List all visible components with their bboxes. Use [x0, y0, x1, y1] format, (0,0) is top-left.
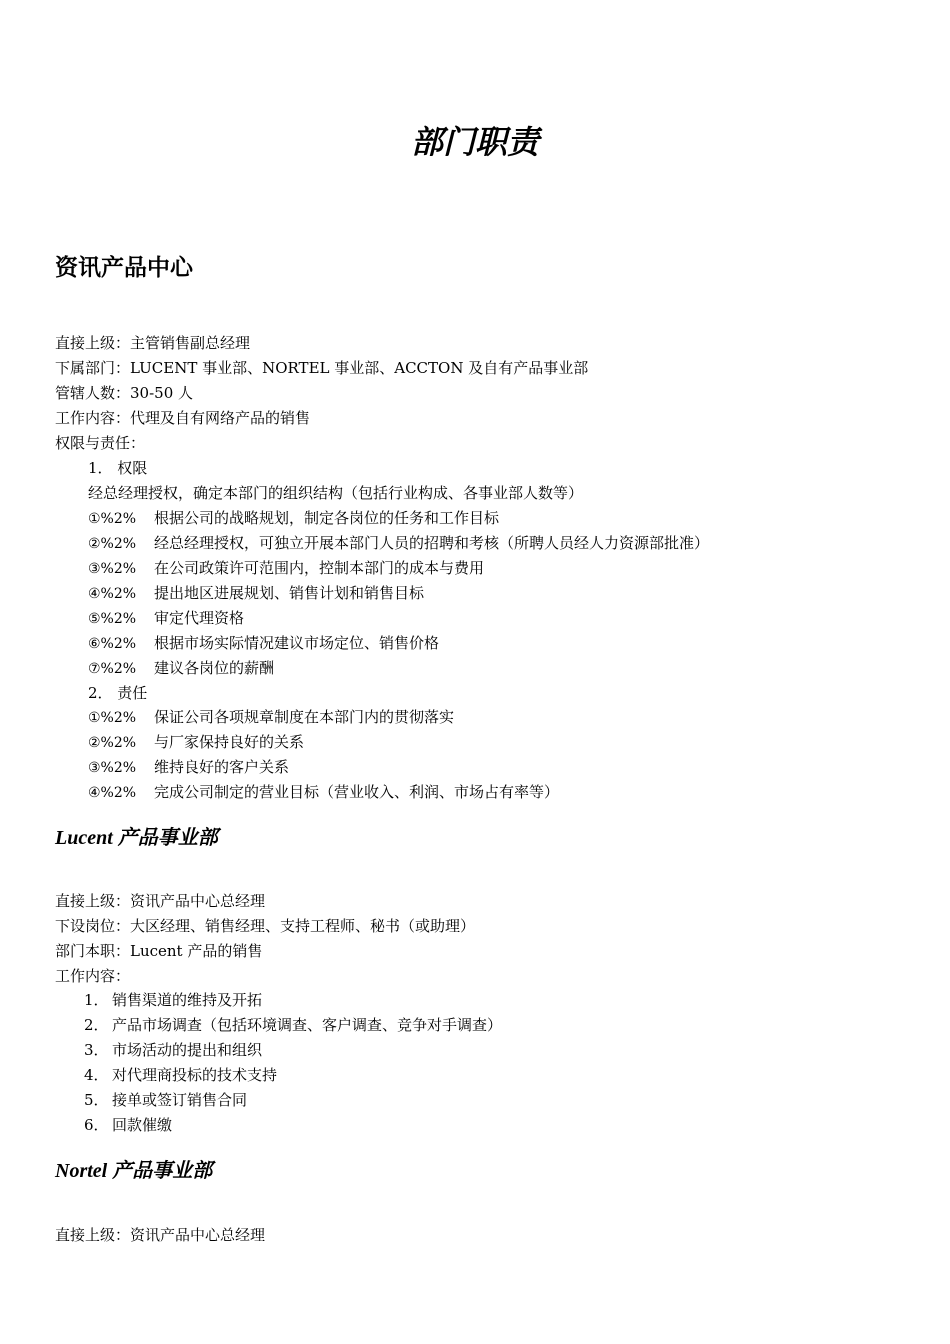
- list-item: [88, 657, 274, 680]
- lucent-work-label: 工作内容：: [55, 967, 131, 985]
- lucent-duty: 部门本职：Lucent 产品的销售: [55, 942, 263, 960]
- list-item: [88, 632, 439, 655]
- list-item: [88, 582, 424, 605]
- list-item: [84, 989, 262, 1011]
- list-text: 接单或签订销售合同: [112, 1091, 248, 1109]
- list-number: 3．: [84, 1041, 109, 1059]
- list-marker: ③%2%: [88, 561, 137, 577]
- list-marker: ③%2%: [88, 760, 137, 776]
- list-item: [84, 1114, 172, 1136]
- list-text: 市场活动的提出和组织: [112, 1041, 263, 1059]
- list-text: 与厂家保持良好的关系: [154, 733, 305, 751]
- list-item: [88, 607, 244, 630]
- list-text: 销售渠道的维持及开拓: [112, 991, 263, 1009]
- center-rights-label: 权限与责任：: [55, 434, 146, 452]
- list-marker: ②%2%: [88, 536, 137, 552]
- section-heading-nortel: Nortel 产品事业部: [55, 1160, 213, 1182]
- section-heading-lucent: Lucent 产品事业部: [55, 827, 218, 849]
- list-text: 完成公司制定的营业目标（营业收入、利润、市场占有率等）: [154, 783, 560, 801]
- center-work: 工作内容：代理及自有网络产品的销售: [55, 409, 311, 427]
- list-item: [84, 1064, 277, 1086]
- list-text: 对代理商投标的技术支持: [112, 1066, 278, 1084]
- list-number: 4．: [84, 1066, 109, 1084]
- list-marker: ⑤%2%: [88, 611, 137, 627]
- document-title: 部门职责: [410, 123, 539, 161]
- list-text: 维持良好的客户关系: [154, 758, 290, 776]
- list-text: 保证公司各项规章制度在本部门内的贯彻落实: [154, 708, 455, 726]
- list-item: [88, 507, 499, 530]
- list-number: 6．: [84, 1116, 109, 1134]
- lucent-superior: 直接上级：资讯产品中心总经理: [55, 892, 266, 910]
- center-subordinates: 下属部门：LUCENT 事业部、NORTEL 事业部、ACCTON 及自有产品事业部: [55, 359, 589, 377]
- list-item: [84, 1089, 247, 1111]
- list-item: [84, 1039, 262, 1061]
- lucent-positions: 下设岗位：大区经理、销售经理、支持工程师、秘书（或助理）: [55, 917, 476, 935]
- list-number: 1．: [84, 991, 109, 1009]
- list-marker: ⑥%2%: [88, 636, 137, 652]
- list-item: [88, 731, 304, 754]
- duty-label: 2． 责任: [88, 684, 148, 702]
- list-text: 产品市场调查（包括环境调查、客户调查、竞争对手调查）: [112, 1016, 503, 1034]
- authority-intro: 经总经理授权，确定本部门的组织结构（包括行业构成、各事业部人数等）: [88, 484, 584, 502]
- authority-label: 1． 权限: [88, 459, 148, 477]
- section-heading-info-products-center: 资讯产品中心: [55, 255, 193, 281]
- list-text: 提出地区进展规划、销售计划和销售目标: [154, 584, 425, 602]
- center-superior: 直接上级：主管销售副总经理: [55, 334, 251, 352]
- list-number: 2．: [84, 1016, 109, 1034]
- list-marker: ①%2%: [88, 511, 137, 527]
- list-item: [88, 756, 289, 779]
- list-item: [88, 781, 559, 804]
- list-text: 经总经理授权，可独立开展本部门人员的招聘和考核（所聘人员经人力资源部批准）: [154, 534, 710, 552]
- nortel-superior: 直接上级：资讯产品中心总经理: [55, 1226, 266, 1244]
- list-marker: ④%2%: [88, 785, 137, 801]
- list-item: [88, 706, 454, 729]
- list-item: [88, 532, 709, 555]
- center-headcount: 管辖人数：30-50 人: [55, 384, 194, 402]
- list-text: 审定代理资格: [154, 609, 245, 627]
- list-text: 根据公司的战略规划，制定各岗位的任务和工作目标: [154, 509, 500, 527]
- list-marker: ①%2%: [88, 710, 137, 726]
- list-marker: ②%2%: [88, 735, 137, 751]
- list-text: 根据市场实际情况建议市场定位、销售价格: [154, 634, 440, 652]
- list-text: 回款催缴: [112, 1116, 173, 1134]
- list-number: 5．: [84, 1091, 109, 1109]
- list-item: [84, 1014, 502, 1036]
- list-marker: ④%2%: [88, 586, 137, 602]
- list-item: [88, 557, 484, 580]
- list-text: 建议各岗位的薪酬: [154, 659, 275, 677]
- list-text: 在公司政策许可范围内，控制本部门的成本与费用: [154, 559, 485, 577]
- list-marker: ⑦%2%: [88, 661, 137, 677]
